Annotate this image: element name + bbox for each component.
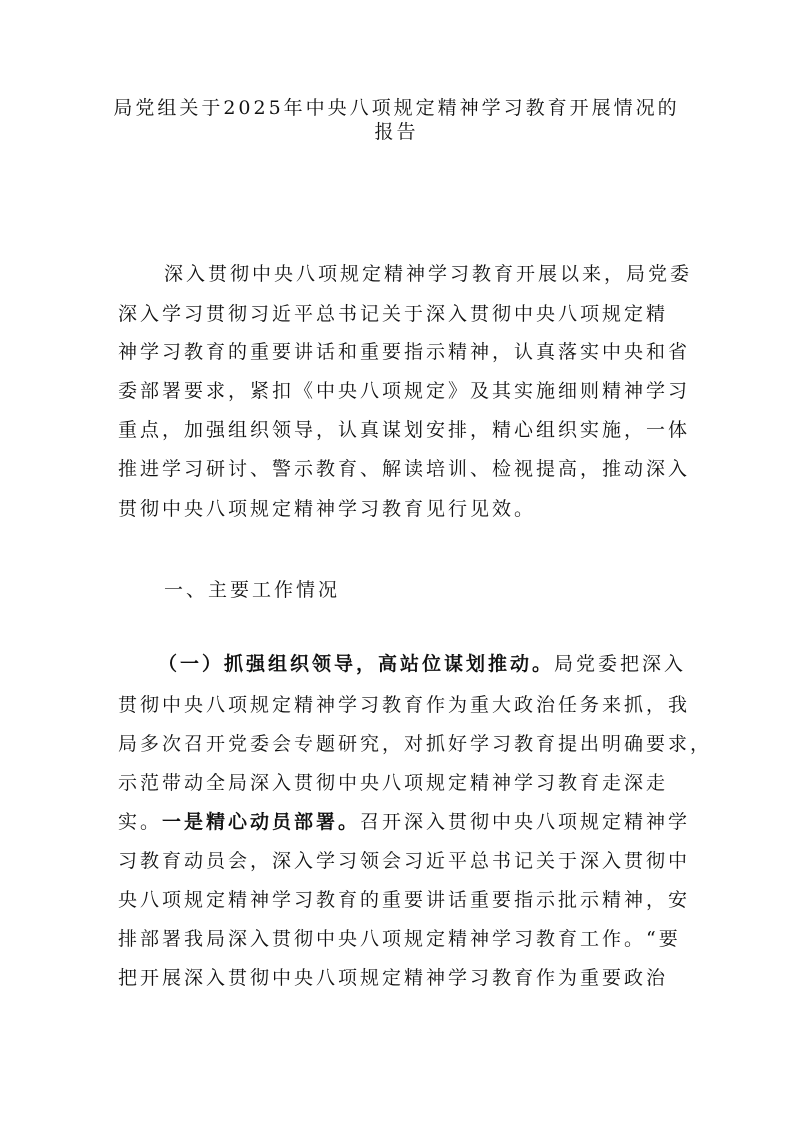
document-title [110, 96, 683, 144]
section-heading: 一、主要工作情况 [164, 579, 341, 601]
title-line-2: 报告 [374, 121, 419, 143]
subsection-1-line-5-rest: 召开深入贯彻中央八项规定精神学 [360, 811, 691, 833]
intro-line-6: 推进学习研讨、警示教育、解读培训、检视提高，推动深入 [118, 458, 691, 480]
intro-line-4: 委部署要求，紧扣《中央八项规定》及其实施细则精神学习 [118, 380, 691, 402]
subsection-1-line-6: 习教育动员会，深入学习领会习近平总书记关于深入贯彻中 [118, 850, 691, 872]
title-line-1: 局党组关于2025年中央八项规定精神学习教育开展情况的 [113, 97, 680, 119]
intro-line-2: 深入学习贯彻习近平总书记关于深入贯彻中央八项规定精 [118, 303, 669, 325]
intro-line-3: 神学习教育的重要讲话和重要指示精神，认真落实中央和省 [118, 341, 691, 363]
subsection-1-line-5 [118, 810, 690, 834]
subsection-1-heading: （一）抓强组织领导，高站位谋划推动。 [158, 653, 555, 675]
subsection-1-line-2: 贯彻中央八项规定精神学习教育作为重大政治任务来抓，我 [118, 694, 691, 716]
subsection-1-line-9: 把开展深入贯彻中央八项规定精神学习教育作为重要政治 [118, 967, 669, 989]
intro-line-1: 深入贯彻中央八项规定精神学习教育开展以来，局党委 [164, 263, 693, 285]
point-one-heading: 一是精心动员部署。 [162, 811, 361, 833]
intro-line-5: 重点，加强组织领导，认真谋划安排，精心组织实施，一体 [118, 419, 691, 441]
subsection-1-line-4: 示范带动全局深入贯彻中央八项规定精神学习教育走深走 [118, 772, 669, 794]
subsection-1-line-5-pre: 实。 [118, 811, 163, 833]
subsection-1-line-8: 排部署我局深入贯彻中央八项规定精神学习教育工作。“要 [118, 928, 681, 950]
subsection-1-line-3: 局多次召开党委会专题研究，对抓好学习教育提出明确要求， [118, 733, 713, 755]
intro-line-7: 贯彻中央八项规定精神学习教育见行见效。 [118, 498, 537, 520]
subsection-1-line-1 [158, 652, 686, 676]
subsection-1-line-1-rest: 局党委把深入 [554, 653, 687, 675]
subsection-1-line-7: 央八项规定精神学习教育的重要讲话重要指示批示精神，安 [118, 889, 691, 911]
